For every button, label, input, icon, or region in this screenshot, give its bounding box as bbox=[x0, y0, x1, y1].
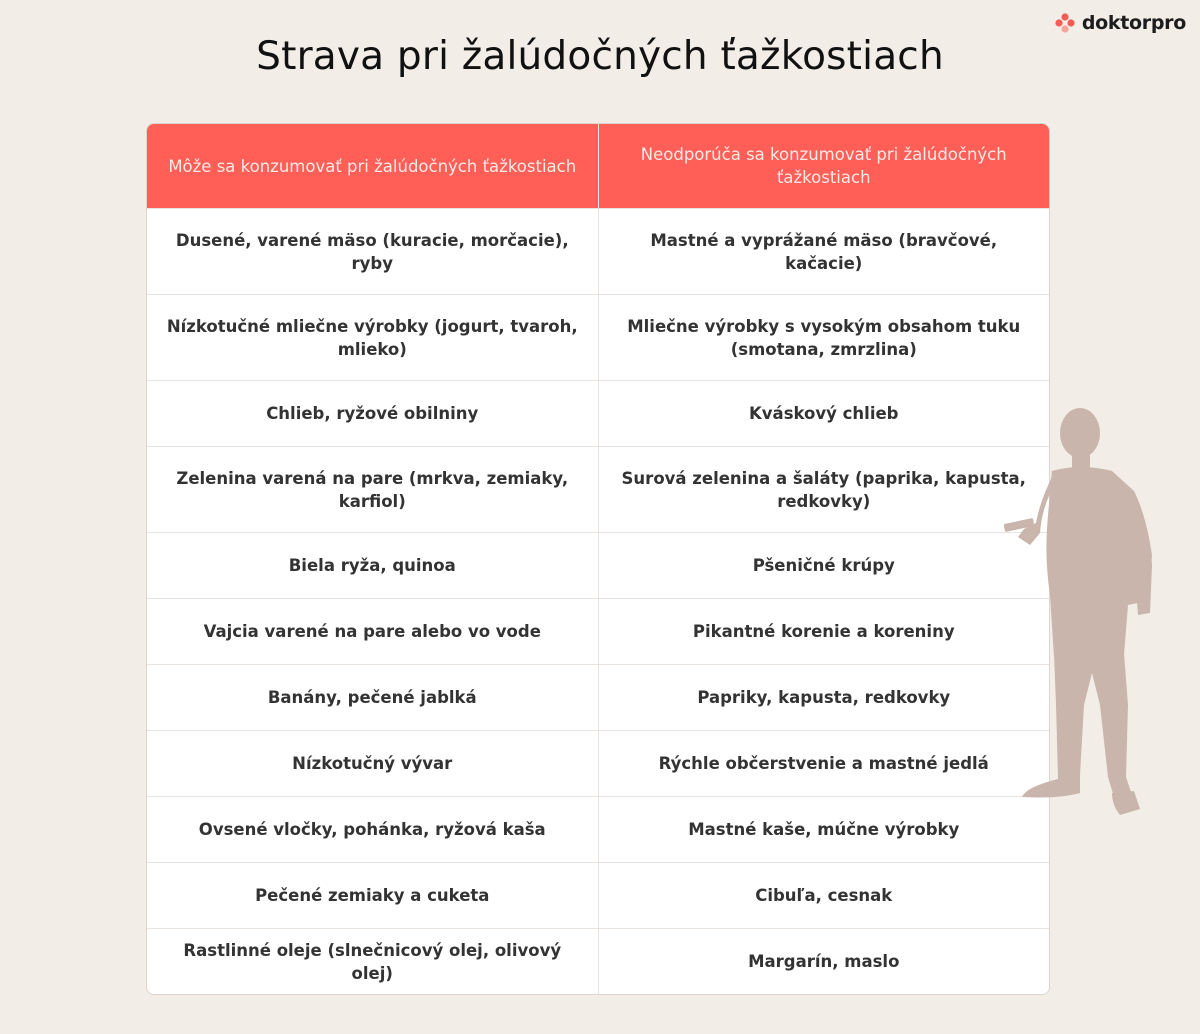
table-row bbox=[147, 209, 1049, 295]
table-row bbox=[147, 381, 1049, 447]
cell-allowed: Nízkotučné mliečne výrobky (jogurt, tvaroh, mlieko) bbox=[147, 295, 598, 381]
cell-not-recommended: Mastné a vyprážané mäso (bravčové, kačacie) bbox=[598, 209, 1049, 295]
cell-not-recommended: Mastné kaše, múčne výrobky bbox=[598, 797, 1049, 863]
cell-not-recommended: Surová zelenina a šaláty (paprika, kapusta, redkovky) bbox=[598, 447, 1049, 533]
table-row bbox=[147, 533, 1049, 599]
table-row bbox=[147, 731, 1049, 797]
cell-not-recommended: Pšeničné krúpy bbox=[598, 533, 1049, 599]
cell-not-recommended: Cibuľa, cesnak bbox=[598, 863, 1049, 929]
cell-allowed: Chlieb, ryžové obilniny bbox=[147, 381, 598, 447]
cell-allowed: Ovsené vločky, pohánka, ryžová kaša bbox=[147, 797, 598, 863]
cell-allowed: Rastlinné oleje (slnečnicový olej, olivový olej) bbox=[147, 929, 598, 995]
logo-mark-icon bbox=[1054, 12, 1076, 34]
table-row bbox=[147, 665, 1049, 731]
table-row bbox=[147, 797, 1049, 863]
cell-allowed: Nízkotučný vývar bbox=[147, 731, 598, 797]
cell-allowed: Zelenina varená na pare (mrkva, zemiaky, karfiol) bbox=[147, 447, 598, 533]
cell-not-recommended: Pikantné korenie a koreniny bbox=[598, 599, 1049, 665]
header-allowed: Môže sa konzumovať pri žalúdočných ťažkostiach bbox=[147, 124, 598, 209]
cell-not-recommended: Papriky, kapusta, redkovky bbox=[598, 665, 1049, 731]
page-title: Strava pri žalúdočných ťažkostiach bbox=[256, 34, 944, 79]
diet-table bbox=[146, 123, 1050, 995]
table-row bbox=[147, 447, 1049, 533]
cell-not-recommended: Rýchle občerstvenie a mastné jedlá bbox=[598, 731, 1049, 797]
person-silhouette-icon bbox=[1000, 405, 1160, 825]
cell-allowed: Vajcia varené na pare alebo vo vode bbox=[147, 599, 598, 665]
table-header-row bbox=[147, 124, 1049, 209]
table-row bbox=[147, 599, 1049, 665]
cell-allowed: Dusené, varené mäso (kuracie, morčacie), ryby bbox=[147, 209, 598, 295]
cell-not-recommended: Margarín, maslo bbox=[598, 929, 1049, 995]
brand-logo[interactable] bbox=[1054, 12, 1186, 34]
cell-allowed: Banány, pečené jablká bbox=[147, 665, 598, 731]
cell-allowed: Pečené zemiaky a cuketa bbox=[147, 863, 598, 929]
brand-name: doktorpro bbox=[1081, 12, 1186, 34]
cell-not-recommended: Mliečne výrobky s vysokým obsahom tuku (smotana, zmrzlina) bbox=[598, 295, 1049, 381]
table-row bbox=[147, 929, 1049, 995]
cell-allowed: Biela ryža, quinoa bbox=[147, 533, 598, 599]
cell-not-recommended: Kváskový chlieb bbox=[598, 381, 1049, 447]
table-row bbox=[147, 863, 1049, 929]
table-row bbox=[147, 295, 1049, 381]
header-not-recommended: Neodporúča sa konzumovať pri žalúdočných ťažkostiach bbox=[598, 124, 1049, 209]
